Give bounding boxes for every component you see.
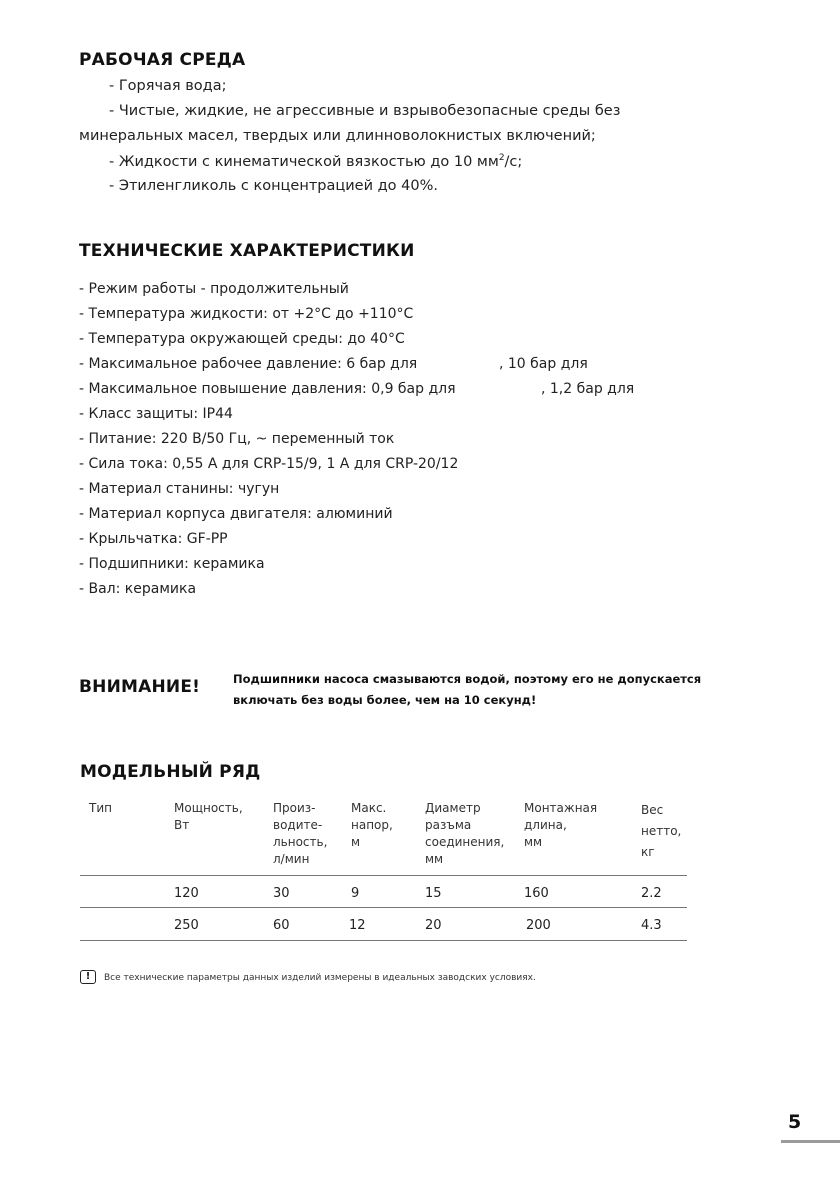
- table-cell: 200: [526, 918, 551, 933]
- warning-title: ВНИМАНИЕ!: [79, 677, 201, 697]
- exclamation-icon: !: [80, 970, 96, 984]
- table-rule: [80, 907, 687, 908]
- work-env-item: - Жидкости с кинематической вязкостью до 10 $мм^2/с$;: [109, 153, 523, 170]
- tech-item: - Вал: керамика: [79, 581, 197, 597]
- work-env-item: - Этиленгликоль с концентрацией до 40%.: [109, 178, 438, 194]
- table-cell: 30: [273, 886, 290, 901]
- table-cell: 9: [351, 886, 360, 901]
- tech-item: - Температура жидкости: от +2°С до +110°С: [79, 306, 414, 322]
- models-title: МОДЕЛЬНЫЙ РЯД: [80, 762, 261, 782]
- table-cell: 120: [174, 886, 199, 901]
- tech-item-tail: , 1,2 бар для: [541, 381, 635, 397]
- tech-item: - Класс защиты: IP44: [79, 406, 233, 422]
- table-cell: 2.2: [641, 886, 662, 901]
- table-cell: 12: [349, 918, 366, 933]
- table-cell: 20: [425, 918, 442, 933]
- tech-item-tail: , 10 бар для: [499, 356, 588, 372]
- tech-item: - Крыльчатка: GF-PP: [79, 531, 228, 547]
- tech-item: - Сила тока: 0,55 А для CRP-15/9, 1 А для CRP-20/12: [79, 456, 459, 472]
- tech-title: ТЕХНИЧЕСКИЕ ХАРАКТЕРИСТИКИ: [79, 241, 415, 261]
- table-rule: [80, 940, 687, 941]
- tech-item: - Подшипники: керамика: [79, 556, 265, 572]
- work-env-title: РАБОЧАЯ СРЕДА: [79, 50, 246, 70]
- table-cell: 160: [524, 886, 549, 901]
- table-header-weight: Вес нетто, кг: [641, 803, 682, 859]
- work-env-item: - Чистые, жидкие, не агрессивные и взрывобезопасные среды без: [109, 103, 621, 119]
- tech-item: - Материал станины: чугун: [79, 481, 280, 497]
- table-header-flow: Произ- водите- льность, л/мин: [273, 801, 328, 866]
- tech-item: - Режим работы - продолжительный: [79, 281, 349, 297]
- tech-item: - Питание: 220 В/50 Гц, ~ переменный ток: [79, 431, 395, 447]
- work-env-item-cont: минеральных масел, твердых или длинноволокнистых включений;: [79, 128, 596, 144]
- table-header-type: Тип: [89, 801, 112, 815]
- warning-text: Подшипники насоса смазываются водой, поэтому его не допускается включать без воды более, чем на 10 секунд!: [233, 672, 702, 707]
- tech-item: - Максимальное рабочее давление: 6 бар для: [79, 356, 418, 372]
- table-cell: 250: [174, 918, 199, 933]
- table-rule: [80, 875, 687, 876]
- work-env-item: - Горячая вода;: [109, 78, 227, 94]
- table-header-head: Макс. напор, м: [351, 801, 393, 849]
- tech-item: - Температура окружающей среды: до 40°С: [79, 331, 405, 347]
- page-number-rule: [781, 1140, 840, 1143]
- tech-item: - Максимальное повышение давления: 0,9 бар для: [79, 381, 456, 397]
- page-number: 5: [788, 1111, 802, 1133]
- table-header-length: Монтажная длина, мм: [524, 801, 598, 849]
- table-cell: 60: [273, 918, 290, 933]
- tech-item: - Материал корпуса двигателя: алюминий: [79, 506, 393, 522]
- footnote: Все технические параметры данных изделий измерены в идеальных заводских условиях.: [104, 973, 536, 983]
- table-cell: 4.3: [641, 918, 662, 933]
- table-cell: 15: [425, 886, 442, 901]
- table-header-power: Мощность, Вт: [174, 801, 243, 832]
- table-header-diameter: Диаметр разъма соединения, мм: [425, 801, 505, 866]
